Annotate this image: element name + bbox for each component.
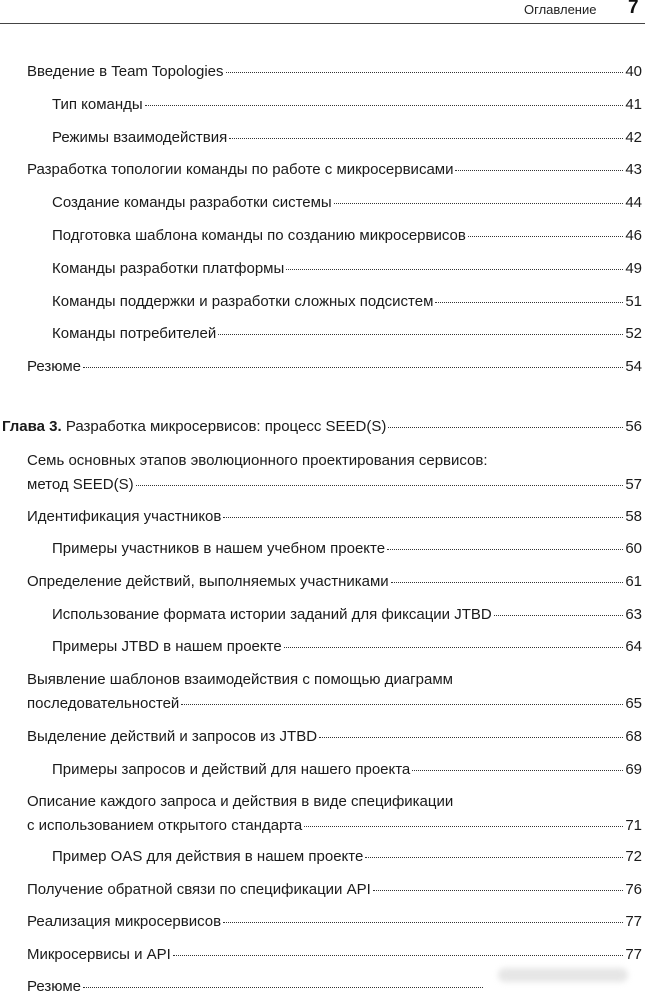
toc-entry[interactable] [0,60,645,84]
toc-entry-title-line1: Описание каждого запроса и действия в виде спецификации [27,793,454,810]
toc-entry-title: Разработка топологии команды по работе с микросервисами [27,161,454,178]
toc-entry-title: Тип команды [52,96,143,113]
toc-entry[interactable] [0,355,645,379]
leader-dots [83,987,483,988]
leader-dots [319,737,623,738]
toc-entry-page: 76 [625,881,642,898]
toc-entry-title: Использование формата истории заданий для фиксации JTBD [52,606,492,623]
toc-entry[interactable] [0,257,645,281]
toc-entry-page: 58 [625,508,642,525]
toc-entry-title [2,415,386,439]
toc-entry-page: 63 [625,606,642,623]
toc-entry-title: Подготовка шаблона команды по созданию микросервисов [52,227,466,244]
leader-dots [412,770,623,771]
toc-entry[interactable] [0,322,645,346]
toc-entry-title: Примеры запросов и действий для нашего проекта [52,761,411,778]
leader-dots [334,203,624,204]
toc-entry-page: 41 [625,96,642,113]
toc-entry-page: 52 [625,325,642,342]
toc-entry-title: Команды потребителей [52,325,217,342]
toc-entry[interactable] [0,505,645,529]
leader-dots [83,367,623,368]
toc-entry-page: 61 [625,573,642,590]
toc-entry-title: Создание команды разработки системы [52,194,332,211]
toc-entry[interactable] [0,570,645,594]
leader-dots [223,922,623,923]
toc-entry-page: 60 [625,540,642,557]
toc-entry-page: 40 [625,63,642,80]
toc-entry-page: 72 [625,848,642,865]
leader-dots [494,615,624,616]
toc-entry[interactable] [0,725,645,749]
toc-entry[interactable] [0,191,645,215]
toc-entry-title: Введение в Team Topologies [27,63,224,80]
leader-dots [365,857,623,858]
toc-entry-page: 64 [625,638,642,655]
toc-entry[interactable] [0,758,645,782]
toc-entry-title: Идентификация участников [27,508,222,525]
leader-dots [391,582,624,583]
toc-entry[interactable] [0,668,645,716]
leader-dots [304,826,623,827]
toc-entry[interactable] [0,845,645,869]
leader-dots [145,105,624,106]
toc-entry-page: 65 [625,695,642,712]
toc-entry[interactable] [0,537,645,561]
toc-entry-page: 46 [625,227,642,244]
toc-entry-title: метод SEED(S) [27,476,134,493]
toc-entry-title: Пример OAS для действия в нашем проекте [52,848,364,865]
toc-entry-title: Резюме [27,978,81,995]
leader-dots [388,427,623,428]
toc-entry-page: 69 [625,761,642,778]
toc-entry[interactable] [0,878,645,902]
toc-entry-page: 49 [625,260,642,277]
toc-entry-title: Режимы взаимодействия [52,129,228,146]
toc-entry-page: 43 [625,161,642,178]
leader-dots [173,955,623,956]
toc-entry-page: 77 [625,946,642,963]
toc-entry-title: Команды поддержки и разработки сложных подсистем [52,293,434,310]
leader-dots [468,236,623,237]
toc-entry-title: Резюме [27,358,81,375]
toc-entry-title: Примеры участников в нашем учебном проекте [52,540,386,557]
toc-entry[interactable] [0,290,645,314]
toc-entry-page: 68 [625,728,642,745]
toc-entry-title: Получение обратной связи по спецификации API [27,881,371,898]
leader-dots [136,485,624,486]
chapter-title: Разработка микросервисов: процесс SEED(S) [65,418,387,435]
leader-dots [218,334,623,335]
leader-dots [286,269,623,270]
toc-entry-title: Определение действий, выполняемых участниками [27,573,389,590]
page-number: 7 [628,0,639,18]
toc-entry-title: Выделение действий и запросов из JTBD [27,728,318,745]
toc-entry[interactable] [0,126,645,150]
toc-entry-title: с использованием открытого стандарта [27,817,303,834]
toc-entry-title: Команды разработки платформы [52,260,285,277]
toc-entry-title: Примеры JTBD в нашем проекте [52,638,282,655]
leader-dots [387,549,623,550]
leader-dots [435,302,623,303]
toc-entry[interactable] [0,635,645,659]
leader-dots [284,647,624,648]
leader-dots [223,517,623,518]
leader-dots [229,138,623,139]
toc-entry-page: 44 [625,194,642,211]
toc-entry-page: 56 [625,418,642,435]
toc-entry-page: 42 [625,129,642,146]
chapter-label: Глава 3. [2,418,62,435]
toc-entry-title: Микросервисы и API [27,946,171,963]
leader-dots [373,890,624,891]
toc-chapter-entry[interactable] [0,415,645,439]
running-header [0,0,645,24]
leader-dots [226,72,624,73]
toc-entry[interactable] [0,910,645,934]
toc-entry-page: 54 [625,358,642,375]
header-rule [0,23,645,24]
toc-entry[interactable] [0,93,645,117]
toc-entry[interactable] [0,943,645,967]
toc-entry-title-line1: Выявление шаблонов взаимодействия с помощью диаграмм [27,671,453,688]
toc-entry-page: 77 [625,913,642,930]
toc-entry-title-line1: Семь основных этапов эволюционного проектирования сервисов: [27,452,488,469]
watermark-blur [498,968,628,982]
toc-entry-title: последовательностей [27,695,180,712]
leader-dots [455,170,623,171]
leader-dots [181,704,623,705]
toc-entry[interactable] [0,449,645,497]
toc-entry-page: 71 [625,817,642,834]
section-title: Оглавление [524,2,597,17]
toc-entry[interactable] [0,158,645,182]
toc-entry[interactable] [0,790,645,838]
toc-entry-page: 51 [625,293,642,310]
toc-entry-page: 57 [625,476,642,493]
toc-entry-title: Реализация микросервисов [27,913,222,930]
toc-entry[interactable] [0,224,645,248]
toc-entry[interactable] [0,603,645,627]
